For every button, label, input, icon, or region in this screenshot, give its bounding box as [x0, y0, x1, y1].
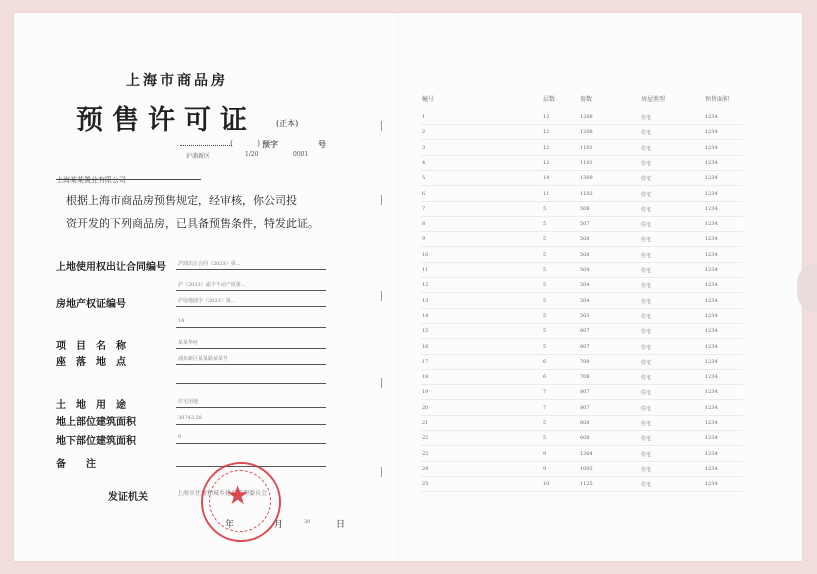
field-underline: [176, 364, 326, 365]
issue-code-2: 1/20: [245, 151, 259, 158]
table-cell: 5: [543, 328, 547, 335]
table-cell: 24: [422, 465, 429, 472]
table-cell: 16: [422, 343, 429, 350]
issuer-value: 上海市住房和城乡建设管理委员会: [177, 490, 268, 497]
official-seal: [201, 462, 284, 542]
table-row: [421, 155, 743, 156]
table-cell: 20: [422, 404, 429, 411]
field-label: 上地使用权出让合同编号: [56, 262, 166, 273]
field-value: 0: [178, 434, 182, 440]
table-cell: 607: [580, 328, 590, 335]
table-cell: 508: [580, 251, 590, 258]
table-header: 房屋类型: [641, 96, 666, 103]
table-cell: 1234: [705, 282, 718, 289]
table-cell: 5: [543, 236, 547, 243]
table-cell: 住宅: [641, 482, 652, 489]
table-cell: 1101: [580, 144, 593, 151]
table-cell: 9: [422, 236, 426, 243]
table-row: [421, 201, 743, 202]
table-cell: 10: [543, 481, 550, 488]
seal-star-icon: ★: [226, 481, 250, 511]
table-cell: 13: [422, 297, 429, 304]
cut-mark: [381, 378, 382, 388]
table-cell: 709: [580, 358, 590, 365]
table-cell: 1234: [705, 297, 718, 304]
table-cell: 1234: [705, 358, 718, 365]
field-label: 备 注: [56, 459, 96, 470]
field-underline: [176, 407, 326, 408]
table-cell: 5: [543, 297, 547, 304]
table-cell: 12: [543, 144, 550, 151]
table-row: [421, 231, 743, 232]
table-row: [421, 491, 743, 492]
table-cell: 1304: [580, 450, 593, 457]
table-row: [421, 354, 743, 355]
table-cell: 住宅: [641, 375, 652, 382]
table-cell: 住宅: [641, 405, 652, 412]
table-cell: 住宅: [641, 344, 652, 351]
table-cell: 2: [422, 129, 426, 136]
table-cell: 1234: [705, 312, 718, 319]
date-day: 日: [336, 520, 346, 530]
table-cell: 5: [422, 175, 426, 182]
cut-mark: [381, 195, 382, 205]
issue-number: 0001: [293, 151, 309, 158]
field-value: 14: [178, 318, 185, 324]
field-value: 沪浦出让合同（2023）第...: [178, 261, 241, 267]
table-cell: 11: [543, 190, 550, 197]
table-cell: 22: [422, 435, 429, 442]
table-row: [421, 124, 743, 125]
table-row: [421, 277, 743, 278]
table-cell: 5: [543, 221, 547, 228]
table-cell: 508: [580, 236, 590, 243]
table-cell: 1208: [580, 129, 593, 136]
table-row: [421, 292, 743, 293]
table-cell: 504: [580, 282, 590, 289]
table-cell: 507: [580, 221, 590, 228]
table-cell: 6: [543, 358, 547, 365]
field-underline: [176, 290, 326, 291]
table-cell: 25: [422, 481, 429, 488]
table-header: 套数: [580, 96, 593, 103]
table-cell: 5: [543, 343, 547, 350]
field-underline: [176, 306, 326, 307]
field-label: 土 地 用 途: [56, 400, 126, 411]
company-strike-line: [56, 179, 201, 180]
table-cell: 1234: [705, 267, 718, 273]
table-row: [421, 461, 743, 462]
table-cell: 19: [422, 389, 429, 396]
field-underline: [176, 327, 326, 328]
table-cell: 3: [422, 144, 426, 151]
table-cell: 1234: [705, 450, 718, 457]
field-label: 地下部位建筑面积: [56, 436, 136, 447]
field-value: 沪房地浦字（2023）第...: [178, 298, 236, 304]
number-paren-close: ): [257, 139, 261, 148]
table-row: [421, 445, 743, 446]
table-cell: 11: [422, 267, 429, 273]
table-cell: 1234: [705, 481, 718, 488]
company-name: 上海某某置业有限公司: [56, 176, 126, 184]
table-cell: 1234: [705, 114, 718, 120]
cut-mark: [381, 291, 382, 301]
table-cell: 1234: [705, 420, 718, 426]
table-row: [421, 139, 743, 140]
table-cell: 15: [422, 328, 429, 335]
number-code: 预字: [262, 139, 278, 149]
table-row: [421, 476, 743, 477]
table-row: [421, 246, 743, 247]
field-underline: [176, 424, 326, 425]
table-cell: 17: [422, 358, 429, 365]
table-cell: 608: [580, 420, 590, 426]
field-value: 30743.28: [178, 415, 202, 421]
table-cell: 708: [580, 374, 590, 381]
field-value: 沪（2023）浦字不动产权第...: [178, 282, 246, 288]
table-cell: 18: [422, 374, 429, 381]
table-row: [421, 430, 743, 431]
table-cell: 12: [422, 282, 429, 289]
table-cell: 9: [543, 465, 547, 472]
table-cell: 5: [543, 267, 547, 273]
table-cell: 住宅: [641, 176, 652, 183]
table-cell: 住宅: [641, 329, 652, 336]
table-cell: 9: [543, 450, 547, 457]
authorization-line-2: 资开发的下列商品房，已具备预售条件，特发此证。: [66, 217, 319, 230]
table-cell: 住宅: [641, 115, 652, 121]
field-label: 项 目 名 称: [56, 341, 126, 352]
table-cell: 21: [422, 420, 429, 426]
date-month: 月: [274, 520, 284, 530]
table-cell: 1234: [705, 236, 718, 243]
table-cell: 607: [580, 343, 590, 350]
cut-mark: [381, 467, 382, 477]
table-cell: 807: [580, 389, 590, 396]
table-cell: 4: [422, 159, 426, 166]
table-cell: 1234: [705, 190, 718, 197]
table-cell: 504: [580, 267, 590, 273]
table-cell: 1234: [705, 129, 718, 136]
table-cell: 5: [543, 205, 547, 212]
field-value: 住宅用地: [178, 399, 199, 405]
table-cell: 12: [543, 114, 550, 120]
table-row: [421, 399, 743, 400]
table-cell: 508: [580, 205, 590, 212]
table-row: [421, 415, 743, 416]
table-cell: 住宅: [641, 313, 652, 320]
table-cell: 1125: [580, 481, 593, 488]
table-cell: 1234: [705, 404, 718, 411]
table-cell: 7: [543, 389, 547, 396]
table-row: [421, 308, 743, 309]
table-cell: 608: [580, 435, 590, 442]
table-cell: 5: [543, 420, 547, 426]
table-cell: 1234: [705, 205, 718, 212]
cut-mark: [381, 121, 382, 131]
page-fold: [398, 13, 399, 561]
certificate-subtitle: 上海市商品房: [126, 73, 228, 89]
authorization-line-1: 根据上海市商品房预售规定，经审核，你公司投: [66, 194, 297, 207]
table-cell: 1234: [705, 175, 718, 182]
table-row: [421, 323, 743, 324]
issue-code: 沪浦新区: [186, 153, 211, 160]
table-cell: 1234: [705, 374, 718, 381]
field-underline: [176, 383, 326, 384]
table-cell: 7: [543, 404, 547, 411]
field-label: 房地产权证编号: [56, 299, 126, 310]
number-paren-open: (: [230, 139, 234, 148]
table-cell: 住宅: [641, 298, 652, 305]
table-cell: 7: [422, 205, 426, 212]
table-cell: 504: [580, 297, 590, 304]
table-cell: 住宅: [641, 359, 652, 366]
table-cell: 住宅: [641, 237, 652, 244]
number-suffix: 号: [318, 139, 326, 149]
table-cell: 1234: [705, 435, 718, 442]
table-cell: 5: [543, 312, 547, 319]
table-cell: 6: [422, 190, 426, 197]
table-cell: 1234: [705, 343, 718, 350]
table-cell: 12: [543, 159, 550, 166]
table-cell: 1234: [705, 465, 718, 472]
table-cell: 住宅: [641, 252, 652, 259]
certificate-title: 预售许可证: [76, 105, 256, 136]
table-row: [421, 216, 743, 217]
table-row: [421, 338, 743, 339]
table-row: [421, 170, 743, 171]
table-cell: 住宅: [641, 466, 652, 473]
table-cell: 503: [580, 312, 590, 319]
table-cell: 6: [543, 374, 547, 381]
table-cell: 1101: [580, 159, 593, 166]
table-header: 层数: [543, 96, 556, 103]
table-cell: 住宅: [641, 268, 652, 274]
table-cell: 1234: [705, 389, 718, 396]
table-cell: 8: [422, 221, 426, 228]
field-underline: [176, 269, 326, 270]
table-cell: 住宅: [641, 222, 652, 229]
table-cell: 住宅: [641, 130, 652, 137]
table-cell: 1234: [705, 221, 718, 228]
number-dots: [180, 145, 232, 146]
table-cell: 1309: [580, 175, 593, 182]
table-cell: 1234: [705, 251, 718, 258]
field-underline: [176, 443, 326, 444]
table-cell: 5: [543, 251, 547, 258]
table-cell: 住宅: [641, 191, 652, 198]
table-cell: 1234: [705, 159, 718, 166]
field-value: 某某华府: [178, 340, 199, 346]
table-header: 预售面积: [705, 96, 730, 103]
table-cell: 住宅: [641, 451, 652, 458]
table-cell: 1234: [705, 328, 718, 335]
date-year: 年: [225, 520, 235, 530]
table-cell: 14: [422, 312, 429, 319]
table-row: [421, 384, 743, 385]
table-cell: 14: [543, 175, 550, 182]
table-header: 幢号: [422, 96, 435, 103]
field-label: 地上部位建筑面积: [56, 417, 136, 428]
table-cell: 1234: [705, 144, 718, 151]
certificate-paper: [14, 13, 802, 561]
field-label: 座 落 地 点: [56, 357, 126, 368]
table-cell: 住宅: [641, 160, 652, 167]
table-cell: 1002: [580, 465, 593, 472]
date-day-number: 30: [304, 519, 311, 525]
table-cell: 1208: [580, 114, 593, 120]
table-cell: 1102: [580, 190, 593, 197]
table-row: [421, 262, 743, 263]
table-cell: 住宅: [641, 436, 652, 443]
table-cell: 10: [422, 251, 429, 258]
table-cell: 807: [580, 404, 590, 411]
table-cell: 住宅: [641, 390, 652, 397]
table-cell: 12: [543, 129, 550, 136]
field-underline: [176, 348, 326, 349]
table-cell: 住宅: [641, 421, 652, 427]
table-row: [421, 185, 743, 186]
table-cell: 1: [422, 114, 426, 120]
field-value: 浦东新区某某路某某号: [178, 356, 229, 362]
table-cell: 住宅: [641, 145, 652, 152]
table-cell: 5: [543, 282, 547, 289]
table-cell: 5: [543, 435, 547, 442]
issuer-label: 发证机关: [108, 492, 148, 503]
table-cell: 住宅: [641, 206, 652, 213]
table-cell: 住宅: [641, 283, 652, 290]
table-row: [421, 369, 743, 370]
copy-label: (正本): [276, 119, 299, 128]
table-cell: 23: [422, 450, 429, 457]
